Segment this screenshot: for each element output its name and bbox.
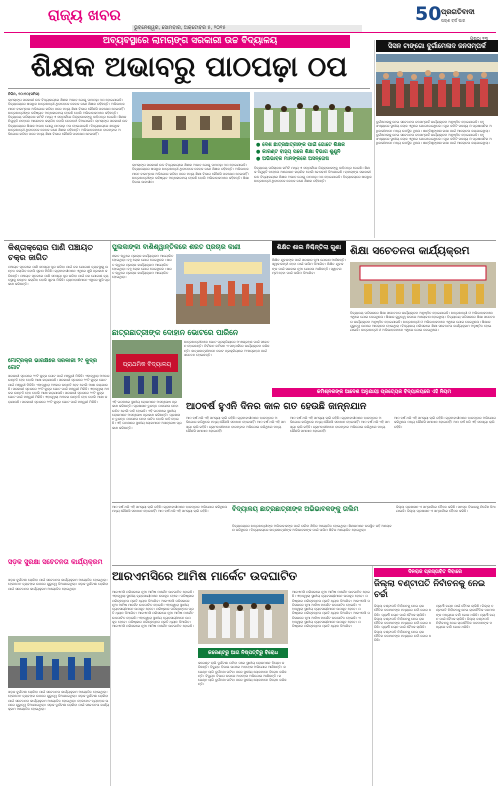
story-d-headline: ଶିକ୍ଷା ସଚେତନତା କାର୍ଯ୍ୟକ୍ରମ [350, 245, 470, 257]
lead-body-col1: ଲାମଚାଙ୍ଗ ସରକାରୀ ଉଚ୍ଚ ବିଦ୍ୟାଳୟରେ ଶିକ୍ଷକ ଅଭାବ ଯୋଗୁ ପାଠପଢ଼ା ଠପ ହୋଇଯାଇଛି। ବିଦ୍ୟାଳୟରେ ଶତାଧିକ ଛାତ୍ରଛାତ୍ରୀ ଥିବାବେଳେ କେବଳ ଜଣେ ଶିକ୍ଷକ ରହିଛନ୍ତି। ଅଭିଭାବକମାନେ ବାରମ୍ବାର ଅଭିଯୋଗ କରିବା ପରେ ମଧ୍ୟ ଶିକ୍ଷା ବିଭାଗ କୌଣସି ପଦକ୍ଷେପ ନେଇନାହିଁ। ଛାତ୍ରଛାତ୍ରୀଙ୍କ ଭବିଷ୍ୟତ ଅନ୍ଧକାରମୟ ହେଉଛି ବୋଲି ଅଭିଭାବକମାନେ କହିଛନ୍ତି। ବିଦ୍ୟାଳୟ ପରିଚାଳନା କମିଟି ମଧ୍ୟ ଏ ସମ୍ପର୍କରେ ଜିଲ୍ଲାପାଳଙ୍କୁ ଦାବିପତ୍ର ଦେଇଛି। ଶିକ୍ଷକ ନିଯୁକ୍ତି ନହେଲେ ଆନ୍ଦୋଳନ କରାଯିବ ବୋଲି ଚେତାବନୀ ଦିଆଯାଇଛି। ଲାମଚାଙ୍ଗ ସରକାରୀ ଉଚ୍ଚ ବିଦ୍ୟାଳୟରେ ଶିକ୍ଷକ ଅଭାବ ଯୋଗୁ ପାଠପଢ଼ା ଠପ ହୋଇଯାଇଛି। ବିଦ୍ୟାଳୟରେ ଶତାଧିକ ଛାତ୍ରଛାତ୍ରୀ ଥିବାବେଳେ କେବଳ ଜଣେ ଶିକ୍ଷକ ରହିଛନ୍ତି। ଅଭିଭାବକମାନେ ବାରମ୍ବାର ଅଭିଯୋଗ କରିବା ପରେ ମଧ୍ୟ ଶିକ୍ଷା ବିଭାଗ କୌଣସି ପଦକ୍ଷେପ ନେଇନାହିଁ। [8, 98, 128, 137]
story-h-body: ସଡ଼କ ଦୁର୍ଘଟଣା ରୋକିବା ପାଇଁ ସଚେତନତା କାର୍ଯ୍ୟକ୍ରମ ଆୟୋଜିତ ହୋଇଥିଲା। ହେଲମେଟ ବ୍ୟବହାର ଉପରେ ଗୁରୁତ୍ୱ ଦିଆଯାଇଥିଲା। ସଡ଼କ ଦୁର୍ଘଟଣା ରୋକିବା ପାଇଁ ସଚେତନତା କାର୍ଯ୍ୟକ୍ରମ ଆୟୋଜିତ ହୋଇଥିଲା। [8, 578, 109, 591]
story-g-body-1: ଏହି ଘଟଣାରେ ସ୍ଥାନୀୟ ଲୋକମାନେ ଅସନ୍ତୋଷ ପ୍ରକାଶ କରିଛନ୍ତି। ପ୍ରଶାସନ ତୁରନ୍ତ ପଦକ୍ଷେପ ନେବା ଉଚିତ ବୋଲି ଦାବି ହୋଇଛି। ଏହି ଘଟଣାରେ ସ୍ଥାନୀୟ ଲୋକମାନେ ଅସନ୍ତୋଷ ପ୍ରକାଶ କରିଛନ୍ତି। ପ୍ରଶାସନ ତୁରନ୍ତ ପଦକ୍ଷେପ ନେବା ଉଚିତ ବୋଲି ଦାବି ହୋଇଛି। ଏହି ଘଟଣାରେ ସ୍ଥାନୀୟ ଲୋକମାନେ ଅସନ୍ତୋଷ ପ୍ରକାଶ କରିଛନ୍ତି। [112, 400, 182, 430]
lead-body-col2b: ଲାମଚାଙ୍ଗ ସରକାରୀ ଉଚ୍ଚ ବିଦ୍ୟାଳୟରେ ଶିକ୍ଷକ ଅଭାବ ଯୋଗୁ ପାଠପଢ଼ା ଠପ ହୋଇଯାଇଛି। ବିଦ୍ୟାଳୟରେ ଶତାଧିକ ଛାତ୍ରଛାତ୍ରୀ ଥିବାବେଳେ କେବଳ ଜଣେ ଶିକ୍ଷକ ରହିଛନ୍ତି। ଅଭିଭାବକମାନେ ବାରମ୍ବାର ଅଭିଯୋଗ କରିବା ପରେ ମଧ୍ୟ ଶିକ୍ଷା ବିଭାଗ କୌଣସି ପଦକ୍ଷେପ ନେଇନାହିଁ। ଛାତ୍ରଛାତ୍ରୀଙ୍କ ଭବିଷ୍ୟତ ଅନ୍ଧକାରମୟ ହେଉଛି ବୋଲି ଅଭିଭାବକମାନେ କହିଛନ୍ତି। ଶିକ୍ଷା ବିଭାଗ ଉଦାସୀନ। [132, 163, 249, 185]
students-photo [254, 92, 372, 140]
bullet-3-text: ଅଭିଭାବକ ମାନଙ୍କରେ ଅସନ୍ତୋଷ [262, 156, 329, 162]
divider-row1 [4, 240, 496, 241]
awareness-photo [350, 262, 496, 308]
story-i-headline: ଆରଏମସିରେ ଆମିଷ ମାର୍କେଟ ଉଦଘାଟିତ [112, 569, 298, 583]
story-g-body-4: ଆଠ ବର୍ଷ ଧରି ଏହି ସମସ୍ୟା ଲାଗି ରହିଛି। ଗ୍ରାମବାସୀମାନେ ବାରମ୍ବାର ଅଭିଯୋଗ କରିଥିଲେ ମଧ୍ୟ କୌଣସି ସମାଧାନ ହୋଇନାହିଁ। ଆଠ ବର୍ଷ ଧରି ଏହି ସମସ୍ୟା ଲାଗି ରହିଛି। [394, 416, 496, 429]
story-i-body-2: ଆରଏମସି ପରିସରରେ ନୂଆ ଆମିଷ ମାର୍କେଟ ଉଦଘାଟିତ ହୋଇଛି। ଏହାଦ୍ୱାରା ସ୍ଥାନୀୟ ବ୍ୟବସାୟୀମାନେ ଉପକୃତ ହେବେ। ପରିଷ୍କାର ପରିଚ୍ଛନ୍ନତା ପ୍ରତି ଧ୍ୟାନ ଦିଆଯିବ। ଆରଏମସି ପରିସରରେ ନୂଆ ଆମିଷ ମାର୍କେଟ ଉଦଘାଟିତ ହୋଇଛି। ଏହାଦ୍ୱାରା ସ୍ଥାନୀୟ ବ୍ୟବସାୟୀମାନେ ଉପକୃତ ହେବେ। ପରିଷ୍କାର ପରିଚ୍ଛନ୍ନତା ପ୍ରତି ଧ୍ୟାନ ଦିଆଯିବ। ଆରଏମସି ପରିସରରେ ନୂଆ ଆମିଷ ମାର୍କେଟ ଉଦଘାଟିତ ହୋଇଛି। ଏହାଦ୍ୱାରା ସ୍ଥାନୀୟ ବ୍ୟବସାୟୀମାନେ ଉପକୃତ ହେବେ। ପରିଷ୍କାର ପରିଚ୍ଛନ୍ନତା ପ୍ରତି ଧ୍ୟାନ ଦିଆଯିବ। [292, 590, 370, 629]
road-safety-photo [8, 636, 110, 688]
story-h-body-2: ସଡ଼କ ଦୁର୍ଘଟଣା ରୋକିବା ପାଇଁ ସଚେତନତା କାର୍ଯ୍ୟକ୍ରମ ଆୟୋଜିତ ହୋଇଥିଲା। ହେଲମେଟ ବ୍ୟବହାର ଉପରେ ଗୁରୁତ୍ୱ ଦିଆଯାଇଥିଲା। ସଡ଼କ ଦୁର୍ଘଟଣା ରୋକିବା ପାଇଁ ସଚେତନତା କାର୍ଯ୍ୟକ୍ରମ ଆୟୋଜିତ ହୋଇଥିଲା। ହେଲମେଟ ବ୍ୟବହାର ଉପରେ ଗୁରୁତ୍ୱ ଦିଆଯାଇଥିଲା। ସଡ଼କ ଦୁର୍ଘଟଣା ରୋକିବା ପାଇଁ ସଚେତନତା କାର୍ଯ୍ୟକ୍ରମ ଆୟୋଜିତ ହୋଇଥିଲା। [8, 690, 110, 712]
row3-mid-body: ଆଠ ବର୍ଷ ଧରି ଏହି ସମସ୍ୟା ଲାଗି ରହିଛି। ଗ୍ରାମବାସୀମାନେ ବାରମ୍ବାର ଅଭିଯୋଗ କରିଥିଲେ ମଧ୍ୟ କୌଣସି ସମାଧାନ ହୋଇନାହିଁ। ଆଠ ବର୍ଷ ଧରି ଏହି ସମସ୍ୟା ଲାଗି ରହିଛି। [112, 505, 228, 514]
story-b-body: ଶରତ ଋତୁରେ ପ୍ରଚାର କାର୍ଯ୍ୟକ୍ରମ ଆୟୋଜିତ ହୋଇଥିଲା। ବହୁ ଲୋକ ଯୋଗ ଦେଇଥିଲେ। ଶରତ ଋତୁରେ ପ୍ରଚାର କାର୍ଯ୍ୟକ୍ରମ ଆୟୋଜିତ ହୋଇଥିଲା। ବହୁ ଲୋକ ଯୋଗ ଦେଇଥିଲେ। ଶରତ ଋତୁରେ ପ୍ରଚାର କାର୍ଯ୍ୟକ୍ରମ ଆୟୋଜିତ ହୋଇଥିଲା। [112, 254, 174, 280]
story-f-body: ଛାତ୍ରଛାତ୍ରୀମାନେ ଭୋଟ ପ୍ରକ୍ରିୟାରେ ଅଂଶଗ୍ରହଣ ପାଇଁ ସଚେତନ ହୋଇଛନ୍ତି। ନିର୍ବାଚନ କମିସନ ଏ ସମ୍ପର୍କରେ କାର୍ଯ୍ୟକ୍ରମ କରିଛନ୍ତି। ଛାତ୍ରଛାତ୍ରୀମାନେ ଭୋଟ ପ୍ରକ୍ରିୟାରେ ଅଂଶଗ୍ରହଣ ପାଇଁ ସଚେତନ ହୋଇଛନ୍ତି। [184, 340, 270, 357]
story-b-headline: ପୁଲକାଙ୍କା ବାଶିଶ୍ୱାନ୍ତିକରେ ଶରତ ପ୍ରଚାର କାଣୀ [112, 243, 241, 251]
story-f-headline: ଛାତ୍ରଛାତ୍ରୀଙ୍କ ଦୋହାନ ଭୋଟରେ ପାରିନେ [112, 328, 239, 337]
lead-byline-text: ନିଗିନ, ୧୦।୧୦(ସମିସ) [8, 92, 40, 96]
bullet-3: ● ଅଭିଭାବକ ମାନଙ୍କରେ ଅସନ୍ତୋଷ [256, 156, 329, 162]
lead-byline [8, 92, 128, 96]
lead-bullets [254, 92, 372, 162]
school-photo [132, 92, 250, 160]
crowd-photo [376, 54, 498, 116]
row3-right-body: ଜିଲ୍ଲା ପ୍ରଶାସନ ଏ ସମ୍ପର୍କରେ ବୈଠକ କରିଛି। ସମସ୍ତ ବିଭାଗକୁ ନିର୍ଦ୍ଦେଶ ଦିଆଯାଇଛି। ଜିଲ୍ଲା ପ୍ରଶାସନ ଏ ସମ୍ପର୍କରେ ବୈଠକ କରିଛି। [396, 505, 496, 514]
banner-school-text: ପ୍ରାଥମିକ ବିଦ୍ୟାଳୟ [122, 361, 172, 368]
col-rule-3 [374, 40, 375, 238]
story-g-headline: ଆଠବର୍ଷ ହୁଏନି ଦିନର କାଳ ଗତ ହେଉଛି ଜାନ୍ନଯାନ [186, 401, 367, 412]
right-top-headline: ସିସନ ଟାଙ୍ଗୋ ଦୁର୍ଗାମେଳାଦ ଜନସମ୍ପର୍କ [376, 40, 498, 52]
story-d-body: ବିଦ୍ୟାଳୟ ପରିସରରେ ଶିକ୍ଷା ସଚେତନତା କାର୍ଯ୍ୟକ୍ରମ ଅନୁଷ୍ଠିତ ହୋଇଯାଇଛି। ଛାତ୍ରଛାତ୍ରୀ ଓ ଅଭିଭାବକମାନେ ଏଥିରେ ଯୋଗ ଦେଇଥିଲେ। ଶିକ୍ଷାର ଗୁରୁତ୍ୱ ଉପରେ ଆଲୋଚନା ହୋଇଥିଲା। ବିଦ୍ୟାଳୟ ପରିସରରେ ଶିକ୍ଷା ସଚେତନତା କାର୍ଯ୍ୟକ୍ରମ ଅନୁଷ୍ଠିତ ହୋଇଯାଇଛି। ଛାତ୍ରଛାତ୍ରୀ ଓ ଅଭିଭାବକମାନେ ଏଥିରେ ଯୋଗ ଦେଇଥିଲେ। ଶିକ୍ଷାର ଗୁରୁତ୍ୱ ଉପରେ ଆଲୋଚନା ହୋଇଥିଲା। ବିଦ୍ୟାଳୟ ପରିସରରେ ଶିକ୍ଷା ସଚେତନତା କାର୍ଯ୍ୟକ୍ରମ ଅନୁଷ୍ଠିତ ହୋଇଯାଇଛି। ଛାତ୍ରଛାତ୍ରୀ ଓ ଅଭିଭାବକମାନେ ଏଥିରେ ଯୋଗ ଦେଇଥିଲେ। [350, 311, 496, 333]
story-l-body: କରେଣ୍ଟ ଲାଗି ଦୁର୍ଘଟଣା ଘଟିବା ପରେ ସ୍ଥାନୀୟ ଲୋକମାନେ ବିରୋଧ କରିଛନ୍ତି। ବିଦ୍ୟୁତ ବିଭାଗ ଉପରେ ଅବହେଳା ଅଭିଯୋଗ ଆଣିଛନ୍ତି। କରେଣ୍ଟ ଲାଗି ଦୁର୍ଘଟଣା ଘଟିବା ପରେ ସ୍ଥାନୀୟ ଲୋକମାନେ ବିରୋଧ କରିଛନ୍ତି। ବିଦ୍ୟୁତ ବିଭାଗ ଉପରେ ଅବହେଳା ଅଭିଯୋଗ ଆଣିଛନ୍ତି। କରେଣ୍ଟ ଲାଗି ଦୁର୍ଘଟଣା ଘଟିବା ପରେ ସ୍ଥାନୀୟ ଲୋକମାନେ ବିରୋଧ କରିଛନ୍ତି। [198, 661, 287, 687]
masthead-rule [4, 32, 496, 33]
logo [415, 3, 495, 31]
banner-photo [112, 340, 182, 398]
section-title: ରାଜ୍ୟ ଖବର [48, 6, 121, 24]
lead-body-col3: ବିଦ୍ୟାଳୟ ପରିଚାଳନା କମିଟି ମଧ୍ୟ ଏ ସମ୍ପର୍କରେ ଜିଲ୍ଲାପାଳଙ୍କୁ ଦାବିପତ୍ର ଦେଇଛି। ଶିକ୍ଷକ ନିଯୁକ୍ତି ନହେଲେ ଆନ୍ଦୋଳନ କରାଯିବ ବୋଲି ଚେତାବନୀ ଦିଆଯାଇଛି। ଲାମଚାଙ୍ଗ ସରକାରୀ ଉଚ୍ଚ ବିଦ୍ୟାଳୟରେ ଶିକ୍ଷକ ଅଭାବ ଯୋଗୁ ପାଠପଢ଼ା ଠପ ହୋଇଯାଇଛି। ବିଦ୍ୟାଳୟରେ ଶତାଧିକ ଛାତ୍ରଛାତ୍ରୀ ଥିବାବେଳେ କେବଳ ଜଣେ ଶିକ୍ଷକ ରହିଛନ୍ତି। [254, 166, 372, 183]
story-a-headline: କିଶ୍ତାକ୍ରୋର ପାଣି ପଞ୍ଚାୟତ ଚକ୍ର ଜାଗିତ [8, 243, 93, 262]
story-l-headline: କରେଣ୍ଟରୁ ଆଗ ନିଷ୍ପତ୍ତିରୁ ବିରୋଧ [198, 648, 288, 658]
bullet-2: ● କାରଣ୍ଟ ବାହ୍ୟ ପରେ ଶିକ୍ଷା ବିଭାଗ ଶୁଣୁନି [256, 149, 341, 155]
divider-row3 [112, 565, 496, 566]
rally-photo [176, 254, 270, 324]
bullet-1-text: ଦେଶ ଛାତ୍ରଛାତ୍ରୀଙ୍କ ପାଇଁ ଗୋଟେ ଶିକ୍ଷକ [262, 142, 345, 148]
story-g-body-3: ଆଠ ବର୍ଷ ଧରି ଏହି ସମସ୍ୟା ଲାଗି ରହିଛି। ଗ୍ରାମବାସୀମାନେ ବାରମ୍ବାର ଅଭିଯୋଗ କରିଥିଲେ ମଧ୍ୟ କୌଣସି ସମାଧାନ ହୋଇନାହିଁ। ଆଠ ବର୍ଷ ଧରି ଏହି ସମସ୍ୟା ଲାଗି ରହିଛି। ଗ୍ରାମବାସୀମାନେ ବାରମ୍ବାର ଅଭିଯୋଗ କରିଥିଲେ ମଧ୍ୟ କୌଣସି ସମାଧାନ ହୋଇନାହିଁ। [290, 416, 390, 433]
right-top-body: ଦୁର୍ଗାମେଳାକୁ ନେଇ ସଚେତନତା ଜନସମ୍ପର୍କ କାର୍ଯ୍ୟକ୍ରମ ଅନୁଷ୍ଠିତ ହୋଇଯାଇଛି। ବହୁ ସଂଖ୍ୟାରେ ସ୍ଥାନୀୟ ଲୋକ ଏଥିରେ ଯୋଗଦେଇଥିଲେ। ପୂଜା କମିଟି ସଦସ୍ୟ ଓ ପ୍ରଶାସନିକ ଅଧିକାରୀମାନେ ମଧ୍ୟ ଉପସ୍ଥିତ ଥିଲେ। ଶାନ୍ତିଶୃଙ୍ଖଳା ରକ୍ଷା ପାଇଁ ଆଲୋଚନା କରାଯାଇଥିଲା। ଦୁର୍ଗାମେଳାକୁ ନେଇ ସଚେତନତା ଜନସମ୍ପର୍କ କାର୍ଯ୍ୟକ୍ରମ ଅନୁଷ୍ଠିତ ହୋଇଯାଇଛି। ବହୁ ସଂଖ୍ୟାରେ ସ୍ଥାନୀୟ ଲୋକ ଏଥିରେ ଯୋଗଦେଇଥିଲେ। ପୂଜା କମିଟି ସଦସ୍ୟ ଓ ପ୍ରଶାସନିକ ଅଧିକାରୀମାନେ ମଧ୍ୟ ଉପସ୍ଥିତ ଥିଲେ। ଶାନ୍ତିଶୃଙ୍ଖଳା ରକ୍ଷା ପାଇଁ ଆଲୋଚନା କରାଯାଇଥିଲା। [376, 120, 492, 146]
lead-headline: ଶିକ୍ଷକ ଅଭାବରୁ ପାଠପଢ଼ା ଠପ [30, 50, 348, 83]
story-e-body: ସରକାରୀ ସ୍ତରରେ ୨୯ଟି କୁଦ୍ର ଗୋଟ ପାଇଁ ମଞ୍ଜୁରୀ ମିଳିଛି। ଏହାଦ୍ୱାରା ଅଞ୍ଚଳର ଉନ୍ନତି ହେବ ବୋଲି ଆଶା କରାଯାଉଛି। ସରକାରୀ ସ୍ତରରେ ୨୯ଟି କୁଦ୍ର ଗୋଟ ପାଇଁ ମଞ୍ଜୁରୀ ମିଳିଛି। ଏହାଦ୍ୱାରା ଅଞ୍ଚଳର ଉନ୍ନତି ହେବ ବୋଲି ଆଶା କରାଯାଉଛି। ସରକାରୀ ସ୍ତରରେ ୨୯ଟି କୁଦ୍ର ଗୋଟ ପାଇଁ ମଞ୍ଜୁରୀ ମିଳିଛି। ଏହାଦ୍ୱାରା ଅଞ୍ଚଳର ଉନ୍ନତି ହେବ ବୋଲି ଆଶା କରାଯାଉଛି। ସରକାରୀ ସ୍ତରରେ ୨୯ଟି କୁଦ୍ର ଗୋଟ ପାଇଁ ମଞ୍ଜୁରୀ ମିଳିଛି। ଏହାଦ୍ୱାରା ଅଞ୍ଚଳର ଉନ୍ନତି ହେବ ବୋଲି ଆଶା କରାଯାଉଛି। ସରକାରୀ ସ୍ତରରେ ୨୯ଟି କୁଦ୍ର ଗୋଟ ପାଇଁ ମଞ୍ଜୁରୀ ମିଳିଛି। [8, 374, 110, 404]
story-c-body: ଶିକ୍ଷିତ ଯୁବକଙ୍କ ପାଇଁ ସରକାର ନୂଆ ଯୋଜନା ଆଣିଛନ୍ତି। ସ୍ୱାବଲମ୍ବୀ ହେବା ପାଇଁ ତାଲିମ ଦିଆଯିବ। ଶିକ୍ଷିତ ଯୁବକଙ୍କ ପାଇଁ ସରକାର ନୂଆ ଯୋଜନା ଆଣିଛନ୍ତି। ସ୍ୱାବଲମ୍ବୀ ହେବା ପାଇଁ ତାଲିମ ଦିଆଯିବ। [272, 258, 346, 275]
story-h-headline: ସଡ଼କ ସୁରକ୍ଷା ସଚେତନତା କାର୍ଯ୍ୟକ୍ରମ [8, 558, 103, 566]
bullet-2-text: କାରଣ୍ଟ ବାହ୍ୟ ପରେ ଶିକ୍ଷା ବିଭାଗ ଶୁଣୁନି [262, 149, 341, 155]
logo-name: ପ୍ରଗତିବାଦୀ [441, 8, 475, 16]
divider-lead [8, 88, 370, 89]
story-j-kicker: ଦିନରାଜ ପ୍ରସ୍ତାବିତ ଦିବାରେ [374, 568, 496, 577]
lead-kicker: ଅବ୍ୟବସ୍ଥାରେ ଲାମଚାଙ୍ଗ ସରକାରୀ ଉଚ୍ଚ ବିଦ୍ୟାଳୟ [30, 35, 350, 48]
dateline: ଭୁବନେଶ୍ୱର, ସୋମବାର, ଅକ୍ଟୋବର ୫, ୨୦୧୫ [134, 24, 226, 31]
story-j-headline: ଜିଲ୍ଲା ବଣ୍ଟାପତି ନିର୍ବାଚନକୁ ନେଇ ଚର୍ଚ୍ଚା [374, 579, 486, 600]
market-photo [198, 590, 288, 644]
logo-tag: ପଚାଶ ବର୍ଷ ପାର [441, 18, 466, 23]
bullet-1: ● ଦେଶ ଛାତ୍ରଛାତ୍ରୀଙ୍କ ପାଇଁ ଗୋଟେ ଶିକ୍ଷକ [256, 142, 345, 148]
story-g-body-2: ଆଠ ବର୍ଷ ଧରି ଏହି ସମସ୍ୟା ଲାଗି ରହିଛି। ଗ୍ରାମବାସୀମାନେ ବାରମ୍ବାର ଅଭିଯୋଗ କରିଥିଲେ ମଧ୍ୟ କୌଣସି ସମାଧାନ ହୋଇନାହିଁ। ଆଠ ବର୍ଷ ଧରି ଏହି ସମସ୍ୟା ଲାଗି ରହିଛି। ଗ୍ରାମବାସୀମାନେ ବାରମ୍ବାର ଅଭିଯୋଗ କରିଥିଲେ ମଧ୍ୟ କୌଣସି ସମାଧାନ ହୋଇନାହିଁ। [186, 416, 286, 433]
logo-50: 50 [415, 3, 442, 25]
story-i-body-1: ଆରଏମସି ପରିସରରେ ନୂଆ ଆମିଷ ମାର୍କେଟ ଉଦଘାଟିତ ହୋଇଛି। ଏହାଦ୍ୱାରା ସ୍ଥାନୀୟ ବ୍ୟବସାୟୀମାନେ ଉପକୃତ ହେବେ। ପରିଷ୍କାର ପରିଚ୍ଛନ୍ନତା ପ୍ରତି ଧ୍ୟାନ ଦିଆଯିବ। ଆରଏମସି ପରିସରରେ ନୂଆ ଆମିଷ ମାର୍କେଟ ଉଦଘାଟିତ ହୋଇଛି। ଏହାଦ୍ୱାରା ସ୍ଥାନୀୟ ବ୍ୟବସାୟୀମାନେ ଉପକୃତ ହେବେ। ପରିଷ୍କାର ପରିଚ୍ଛନ୍ନତା ପ୍ରତି ଧ୍ୟାନ ଦିଆଯିବ। ଆରଏମସି ପରିସରରେ ନୂଆ ଆମିଷ ମାର୍କେଟ ଉଦଘାଟିତ ହୋଇଛି। ଏହାଦ୍ୱାରା ସ୍ଥାନୀୟ ବ୍ୟବସାୟୀମାନେ ଉପକୃତ ହେବେ। ପରିଷ୍କାର ପରିଚ୍ଛନ୍ନତା ପ୍ରତି ଧ୍ୟାନ ଦିଆଯିବ। ଆରଏମସି ପରିସରରେ ନୂଆ ଆମିଷ ମାର୍କେଟ ଉଦଘାଟିତ ହୋଇଛି। [112, 590, 194, 629]
story-a-body: ପଞ୍ଚାୟତ ସ୍ତରରେ ପାଣି ସମସ୍ୟା ଦୂର କରିବା ପାଇଁ ଜଳ ଯୋଗାଣ ବ୍ୟବସ୍ଥାକୁ ଉନ୍ନତ କରାଯିବ ବୋଲି ସୂଚନା ମିଳିଛି। ଗ୍ରାମବାସୀମାନେ ଏଥିରେ ଖୁସି ପ୍ରକାଶ କରିଛନ୍ତି। ପଞ୍ଚାୟତ ସ୍ତରରେ ପାଣି ସମସ୍ୟା ଦୂର କରିବା ପାଇଁ ଜଳ ଯୋଗାଣ ବ୍ୟବସ୍ଥାକୁ ଉନ୍ନତ କରାଯିବ ବୋଲି ସୂଚନା ମିଳିଛି। ଗ୍ରାମବାସୀମାନେ ଏଥିରେ ଖୁସି ପ୍ରକାଶ କରିଛନ୍ତି। [8, 265, 110, 287]
story-k-headline: ବିଦ୍ୟାଳୟ ଛାତ୍ରଛାତ୍ରୀଙ୍କ ଅଭିଭାବକଙ୍କୁ ତାଲିମ [232, 505, 359, 513]
col-rule-1 [110, 241, 111, 786]
story-k-body: ବିଦ୍ୟାଳୟରେ ଛାତ୍ରଛାତ୍ରୀଙ୍କ ଅଭିଭାବକଙ୍କ ପାଇଁ ତାଲିମ ଶିବିର ଆୟୋଜିତ ହୋଇଥିଲା। ଶିକ୍ଷକମାନେ ଉପସ୍ଥିତ ରହି ଆଲୋଚନା କରିଥିଲେ। ବିଦ୍ୟାଳୟରେ ଛାତ୍ରଛାତ୍ରୀଙ୍କ ଅଭିଭାବକଙ୍କ ପାଇଁ ତାଲିମ ଶିବିର ଆୟୋଜିତ ହୋଇଥିଲା। [232, 524, 392, 533]
story-e-headline: ମୋଟ୍ରକ୍ରି ଭାରକ୍ଷରେ ସରକାରୀ ୨୯ କୁଦ୍ର ଗୋଟ [8, 358, 98, 371]
divider-row2 [112, 502, 496, 503]
story-c-headline: ଶିକ୍ଷିତ ଶାଲ ନିଶ୍ଚିନ୍ତିଲା ଗୁଣା [272, 241, 346, 255]
story-j-body-2: ପ୍ରାର୍ଥୀ ଚୟନ ପାଇଁ ବୈଠକ ଚାଲିଛି। ଜିଲ୍ଲା ବଣ୍ଟାପତି ନିର୍ବାଚନକୁ ନେଇ ରାଜନୈତିକ ଦଳମାନଙ୍କ ମଧ୍ୟରେ ଚର୍ଚ୍ଚା ଜୋର ଧରିଛି। ପ୍ରାର୍ଥୀ ଚୟନ ପାଇଁ ବୈଠକ ଚାଲିଛି। ଜିଲ୍ଲା ବଣ୍ଟାପତି ନିର୍ବାଚନକୁ ନେଇ ରାଜନୈତିକ ଦଳମାନଙ୍କ ମଧ୍ୟରେ ଚର୍ଚ୍ଚା ଜୋର ଧରିଛି। [436, 604, 495, 630]
story-j-body-1: ଜିଲ୍ଲା ବଣ୍ଟାପତି ନିର୍ବାଚନକୁ ନେଇ ରାଜନୈତିକ ଦଳମାନଙ୍କ ମଧ୍ୟରେ ଚର୍ଚ୍ଚା ଜୋର ଧରିଛି। ପ୍ରାର୍ଥୀ ଚୟନ ପାଇଁ ବୈଠକ ଚାଲିଛି। ଜିଲ୍ଲା ବଣ୍ଟାପତି ନିର୍ବାଚନକୁ ନେଇ ରାଜନୈତିକ ଦଳମାନଙ୍କ ମଧ୍ୟରେ ଚର୍ଚ୍ଚା ଜୋର ଧରିଛି। ପ୍ରାର୍ଥୀ ଚୟନ ପାଇଁ ବୈଠକ ଚାଲିଛି। ଜିଲ୍ଲା ବଣ୍ଟାପତି ନିର୍ବାଚନକୁ ନେଇ ରାଜନୈତିକ ଦଳମାନଙ୍କ ମଧ୍ୟରେ ଚର୍ଚ୍ଚା ଜୋର ଧରିଛି। [374, 604, 432, 643]
strip-banner: କମିଶ୍ନରଙ୍କ ଆଦେଶ ଅନୁଯାୟୀ ପ୍ରତ୍ୟେକ ବିଦ୍ୟାଳୟରେ ଏହି ନିୟମ [272, 388, 496, 397]
col-rule-2 [372, 566, 373, 786]
